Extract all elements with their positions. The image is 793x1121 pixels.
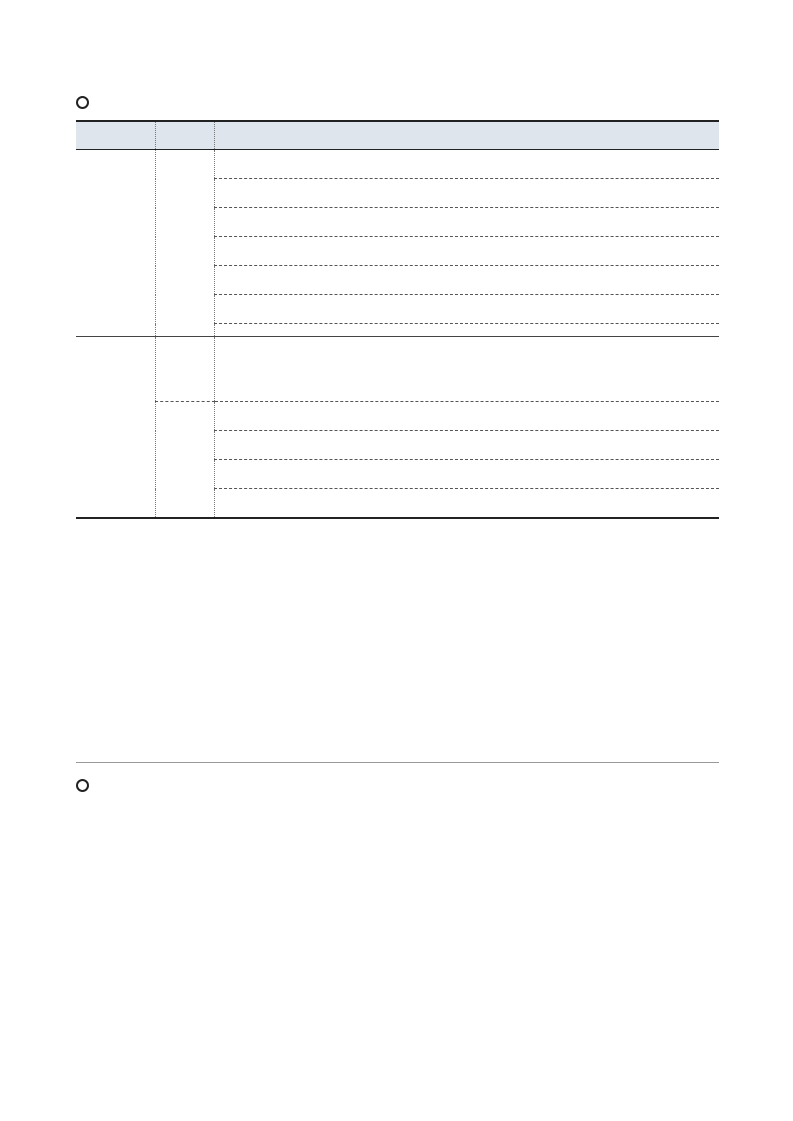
- detail-item: [215, 402, 720, 431]
- employment-support-notes: [215, 324, 720, 337]
- category-employment-support: [76, 150, 156, 337]
- table-row: [76, 337, 719, 402]
- divider: [76, 762, 719, 763]
- section-heading-procedure: [76, 776, 99, 794]
- detail-item: [215, 295, 720, 324]
- preference-table: [76, 120, 719, 519]
- detail-item: [215, 179, 720, 208]
- table-notes: [76, 614, 719, 620]
- detail-item: [215, 489, 720, 519]
- detail-item: [215, 266, 720, 295]
- score-social-5: [156, 337, 215, 402]
- category-social-disadvantaged: [76, 337, 156, 519]
- score-social-3: [156, 402, 215, 519]
- detail-item: [215, 237, 720, 266]
- score-employment-support: [156, 150, 215, 337]
- table-row: [76, 150, 719, 179]
- detail-item: [215, 208, 720, 237]
- detail-item: [215, 337, 720, 402]
- header-category: [76, 121, 156, 150]
- header-details: [215, 121, 720, 150]
- detail-item: [215, 460, 720, 489]
- table-row: [76, 402, 719, 431]
- circle-bullet-icon: [76, 96, 89, 109]
- detail-item: [215, 431, 720, 460]
- circle-bullet-icon: [76, 779, 89, 792]
- table-header-row: [76, 121, 719, 150]
- detail-item: [215, 150, 720, 179]
- section-heading-preferences: [76, 93, 99, 111]
- header-score: [156, 121, 215, 150]
